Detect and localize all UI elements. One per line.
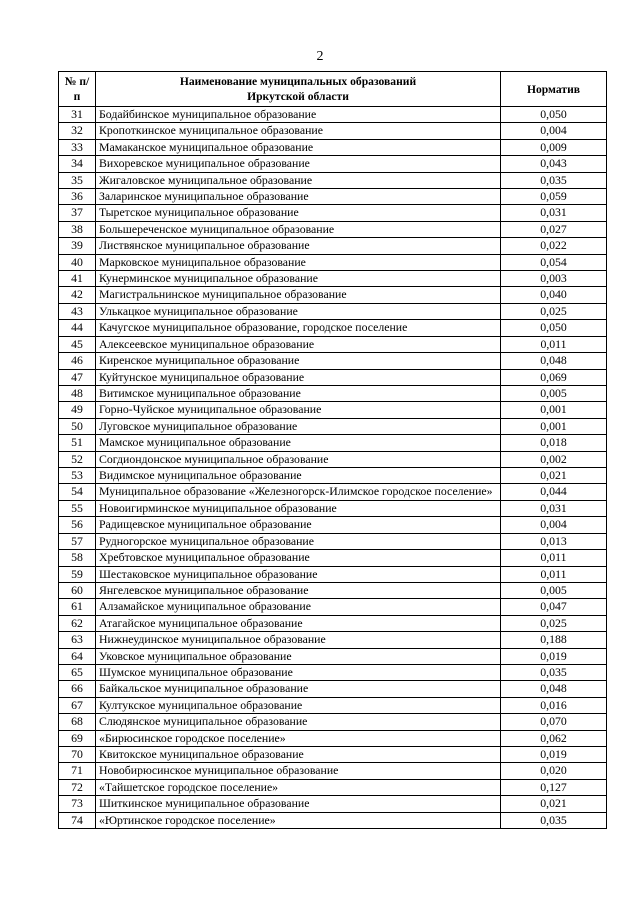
row-number: 71 bbox=[59, 763, 96, 779]
row-number: 67 bbox=[59, 697, 96, 713]
row-name: Кунерминское муниципальное образование bbox=[96, 271, 501, 287]
row-normative: 0,025 bbox=[501, 615, 607, 631]
row-normative: 0,043 bbox=[501, 156, 607, 172]
row-number: 68 bbox=[59, 714, 96, 730]
row-normative: 0,031 bbox=[501, 205, 607, 221]
row-name: Муниципальное образование «Железногорск-Илимское городское поселение» bbox=[96, 484, 501, 501]
row-number: 62 bbox=[59, 615, 96, 631]
row-normative: 0,020 bbox=[501, 763, 607, 779]
table-row bbox=[59, 221, 607, 237]
row-name: «Тайшетское городское поселение» bbox=[96, 779, 501, 795]
table-body bbox=[59, 107, 607, 829]
table-header-row bbox=[59, 72, 607, 107]
row-normative: 0,003 bbox=[501, 271, 607, 287]
row-name: Киренское муниципальное образование bbox=[96, 353, 501, 369]
row-name: «Юртинское городское поселение» bbox=[96, 812, 501, 828]
row-number: 32 bbox=[59, 123, 96, 139]
table-row bbox=[59, 681, 607, 697]
table-row bbox=[59, 632, 607, 648]
row-normative: 0,011 bbox=[501, 566, 607, 582]
row-normative: 0,002 bbox=[501, 451, 607, 467]
table-row bbox=[59, 353, 607, 369]
row-name: Заларинское муниципальное образование bbox=[96, 189, 501, 205]
row-number: 35 bbox=[59, 172, 96, 188]
row-number: 31 bbox=[59, 107, 96, 123]
row-name: Качугское муниципальное образование, городское поселение bbox=[96, 320, 501, 336]
row-number: 53 bbox=[59, 467, 96, 483]
table-row bbox=[59, 189, 607, 205]
row-normative: 0,050 bbox=[501, 320, 607, 336]
row-name: Новоигирминское муниципальное образование bbox=[96, 500, 501, 516]
row-number: 73 bbox=[59, 796, 96, 812]
header-normative: Норматив bbox=[501, 72, 607, 107]
row-normative: 0,004 bbox=[501, 123, 607, 139]
table-row bbox=[59, 402, 607, 418]
row-number: 58 bbox=[59, 550, 96, 566]
row-name: Жигаловское муниципальное образование bbox=[96, 172, 501, 188]
row-normative: 0,019 bbox=[501, 747, 607, 763]
row-name: Бодайбинское муниципальное образование bbox=[96, 107, 501, 123]
row-normative: 0,022 bbox=[501, 238, 607, 254]
row-normative: 0,004 bbox=[501, 517, 607, 533]
row-number: 41 bbox=[59, 271, 96, 287]
row-number: 40 bbox=[59, 254, 96, 270]
row-number: 74 bbox=[59, 812, 96, 828]
row-name: Шиткинское муниципальное образование bbox=[96, 796, 501, 812]
row-number: 55 bbox=[59, 500, 96, 516]
row-name: Новобирюсинское муниципальное образование bbox=[96, 763, 501, 779]
row-number: 48 bbox=[59, 385, 96, 401]
row-name: Квитокское муниципальное образование bbox=[96, 747, 501, 763]
row-normative: 0,054 bbox=[501, 254, 607, 270]
row-normative: 0,011 bbox=[501, 336, 607, 352]
row-number: 60 bbox=[59, 582, 96, 598]
row-name: Слюдянское муниципальное образование bbox=[96, 714, 501, 730]
table-row bbox=[59, 254, 607, 270]
table-row bbox=[59, 599, 607, 615]
row-number: 61 bbox=[59, 599, 96, 615]
table-row bbox=[59, 747, 607, 763]
table-row bbox=[59, 205, 607, 221]
row-normative: 0,001 bbox=[501, 402, 607, 418]
header-name bbox=[96, 72, 501, 107]
row-number: 42 bbox=[59, 287, 96, 303]
table-row bbox=[59, 303, 607, 319]
row-name: Витимское муниципальное образование bbox=[96, 385, 501, 401]
row-number: 44 bbox=[59, 320, 96, 336]
table-row bbox=[59, 697, 607, 713]
row-number: 64 bbox=[59, 648, 96, 664]
row-normative: 0,048 bbox=[501, 353, 607, 369]
row-number: 69 bbox=[59, 730, 96, 746]
table-row bbox=[59, 779, 607, 795]
row-name: Листвянское муниципальное образование bbox=[96, 238, 501, 254]
row-normative: 0,035 bbox=[501, 172, 607, 188]
row-name: Куйтунское муниципальное образование bbox=[96, 369, 501, 385]
row-name: Алексеевское муниципальное образование bbox=[96, 336, 501, 352]
table-row bbox=[59, 435, 607, 451]
row-number: 52 bbox=[59, 451, 96, 467]
table-row bbox=[59, 385, 607, 401]
row-name: Луговское муниципальное образование bbox=[96, 418, 501, 434]
row-normative: 0,059 bbox=[501, 189, 607, 205]
row-normative: 0,013 bbox=[501, 533, 607, 549]
row-name: Шумское муниципальное образование bbox=[96, 665, 501, 681]
row-name: Тыретское муниципальное образование bbox=[96, 205, 501, 221]
table-row bbox=[59, 369, 607, 385]
row-number: 47 bbox=[59, 369, 96, 385]
row-name: Уковское муниципальное образование bbox=[96, 648, 501, 664]
row-name: Хребтовское муниципальное образование bbox=[96, 550, 501, 566]
row-normative: 0,011 bbox=[501, 550, 607, 566]
row-name: Радищевское муниципальное образование bbox=[96, 517, 501, 533]
row-number: 57 bbox=[59, 533, 96, 549]
row-normative: 0,047 bbox=[501, 599, 607, 615]
row-normative: 0,018 bbox=[501, 435, 607, 451]
row-number: 66 bbox=[59, 681, 96, 697]
row-name: Горно-Чуйское муниципальное образование bbox=[96, 402, 501, 418]
row-normative: 0,069 bbox=[501, 369, 607, 385]
row-name: Улькацкое муниципальное образование bbox=[96, 303, 501, 319]
table-row bbox=[59, 320, 607, 336]
row-normative: 0,005 bbox=[501, 385, 607, 401]
table-row bbox=[59, 238, 607, 254]
header-number: № п/п bbox=[59, 72, 96, 107]
table-row bbox=[59, 714, 607, 730]
page-number: 2 bbox=[316, 49, 324, 64]
table-row bbox=[59, 566, 607, 582]
row-normative: 0,035 bbox=[501, 665, 607, 681]
table-row bbox=[59, 418, 607, 434]
table-row bbox=[59, 467, 607, 483]
row-name: Култукское муниципальное образование bbox=[96, 697, 501, 713]
row-number: 63 bbox=[59, 632, 96, 648]
row-name: Байкальское муниципальное образование bbox=[96, 681, 501, 697]
normatives-table bbox=[58, 71, 607, 829]
row-normative: 0,016 bbox=[501, 697, 607, 713]
row-number: 46 bbox=[59, 353, 96, 369]
row-normative: 0,019 bbox=[501, 648, 607, 664]
row-number: 54 bbox=[59, 484, 96, 501]
row-name: Рудногорское муниципальное образование bbox=[96, 533, 501, 549]
row-number: 38 bbox=[59, 221, 96, 237]
row-name: Мамское муниципальное образование bbox=[96, 435, 501, 451]
row-number: 49 bbox=[59, 402, 96, 418]
row-normative: 0,005 bbox=[501, 582, 607, 598]
row-normative: 0,070 bbox=[501, 714, 607, 730]
row-normative: 0,050 bbox=[501, 107, 607, 123]
row-name: Вихоревское муниципальное образование bbox=[96, 156, 501, 172]
table-row bbox=[59, 517, 607, 533]
table-row bbox=[59, 451, 607, 467]
table-row bbox=[59, 336, 607, 352]
row-name: Алзамайское муниципальное образование bbox=[96, 599, 501, 615]
table-row bbox=[59, 172, 607, 188]
row-normative: 0,021 bbox=[501, 467, 607, 483]
table-row bbox=[59, 582, 607, 598]
row-number: 51 bbox=[59, 435, 96, 451]
table-row bbox=[59, 107, 607, 123]
row-number: 50 bbox=[59, 418, 96, 434]
row-number: 39 bbox=[59, 238, 96, 254]
row-name: Шестаковское муниципальное образование bbox=[96, 566, 501, 582]
table-row bbox=[59, 730, 607, 746]
row-number: 33 bbox=[59, 139, 96, 155]
row-number: 56 bbox=[59, 517, 96, 533]
row-name: Кропоткинское муниципальное образование bbox=[96, 123, 501, 139]
row-number: 59 bbox=[59, 566, 96, 582]
row-name: Атагайское муниципальное образование bbox=[96, 615, 501, 631]
row-number: 34 bbox=[59, 156, 96, 172]
row-number: 65 bbox=[59, 665, 96, 681]
table-row bbox=[59, 550, 607, 566]
table-row bbox=[59, 763, 607, 779]
table-row bbox=[59, 271, 607, 287]
table-row bbox=[59, 123, 607, 139]
table-row bbox=[59, 500, 607, 516]
row-name: Видимское муниципальное образование bbox=[96, 467, 501, 483]
table-row bbox=[59, 156, 607, 172]
row-name: Согдиондонское муниципальное образование bbox=[96, 451, 501, 467]
row-normative: 0,031 bbox=[501, 500, 607, 516]
row-normative: 0,062 bbox=[501, 730, 607, 746]
row-number: 45 bbox=[59, 336, 96, 352]
row-normative: 0,021 bbox=[501, 796, 607, 812]
row-number: 36 bbox=[59, 189, 96, 205]
table-row bbox=[59, 484, 607, 501]
row-name: Большереченское муниципальное образование bbox=[96, 221, 501, 237]
table-row bbox=[59, 533, 607, 549]
row-name: Магистральнинское муниципальное образование bbox=[96, 287, 501, 303]
table-row bbox=[59, 796, 607, 812]
row-number: 37 bbox=[59, 205, 96, 221]
row-normative: 0,044 bbox=[501, 484, 607, 501]
row-number: 72 bbox=[59, 779, 96, 795]
header-name-line1: Наименование муниципальных образований bbox=[179, 75, 417, 88]
row-normative: 0,001 bbox=[501, 418, 607, 434]
row-normative: 0,127 bbox=[501, 779, 607, 795]
row-name: «Бирюсинское городское поселение» bbox=[96, 730, 501, 746]
table-row bbox=[59, 139, 607, 155]
row-normative: 0,009 bbox=[501, 139, 607, 155]
table-row bbox=[59, 812, 607, 828]
row-normative: 0,025 bbox=[501, 303, 607, 319]
row-number: 70 bbox=[59, 747, 96, 763]
row-normative: 0,188 bbox=[501, 632, 607, 648]
row-number: 43 bbox=[59, 303, 96, 319]
table-row bbox=[59, 665, 607, 681]
table-row bbox=[59, 648, 607, 664]
row-normative: 0,027 bbox=[501, 221, 607, 237]
row-name: Нижнеудинское муниципальное образование bbox=[96, 632, 501, 648]
table-row bbox=[59, 287, 607, 303]
row-name: Мамаканское муниципальное образование bbox=[96, 139, 501, 155]
row-normative: 0,048 bbox=[501, 681, 607, 697]
row-normative: 0,040 bbox=[501, 287, 607, 303]
table-row bbox=[59, 615, 607, 631]
header-name-line2: Иркутской области bbox=[247, 90, 349, 103]
row-normative: 0,035 bbox=[501, 812, 607, 828]
row-name: Марковское муниципальное образование bbox=[96, 254, 501, 270]
row-name: Янгелевское муниципальное образование bbox=[96, 582, 501, 598]
